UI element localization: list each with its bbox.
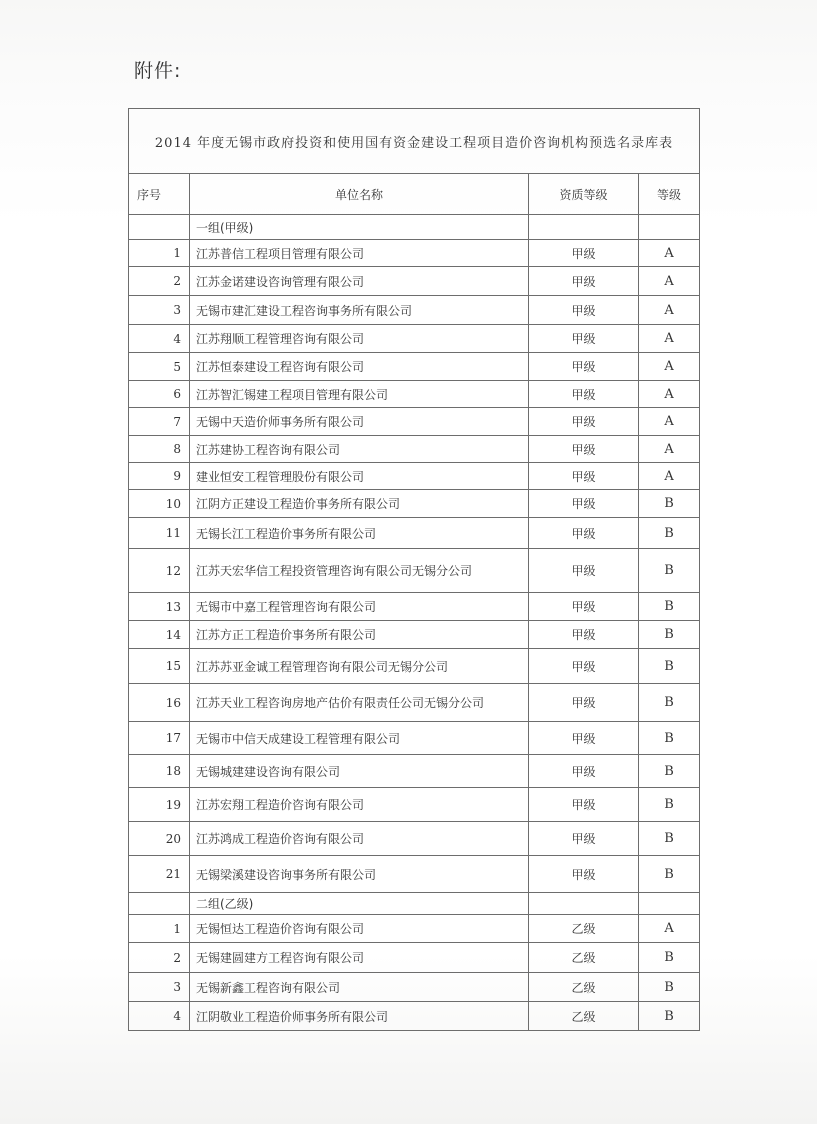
qualification-level: 乙级 [529,1002,639,1031]
company-name: 江苏金诺建设咨询管理有限公司 [190,267,529,296]
grade-level: A [639,267,700,296]
company-name: 无锡城建建设咨询有限公司 [190,755,529,788]
company-name: 江苏建协工程咨询有限公司 [190,436,529,463]
qualification-level: 乙级 [529,973,639,1002]
table-row [129,267,700,296]
table-row [129,436,700,463]
table-row [129,856,700,893]
row-number: 11 [129,518,190,549]
grade-level: A [639,408,700,436]
group-no-cell [129,215,190,240]
grade-level: B [639,549,700,593]
grade-level: A [639,240,700,267]
grade-level: B [639,593,700,621]
grade-level: B [639,518,700,549]
table-row [129,549,700,593]
row-number: 18 [129,755,190,788]
group-label: 二组(乙级) [190,893,529,915]
table-row [129,593,700,621]
company-name: 无锡市中嘉工程管理咨询有限公司 [190,593,529,621]
table-row [129,943,700,973]
table-row [129,240,700,267]
table-row [129,353,700,381]
company-name: 江苏普信工程项目管理有限公司 [190,240,529,267]
grade-level: A [639,436,700,463]
grade-level: B [639,649,700,684]
row-number: 2 [129,267,190,296]
table-row [129,296,700,325]
table-row [129,621,700,649]
row-number: 6 [129,381,190,408]
company-name: 江苏天业工程咨询房地产估价有限责任公司无锡分公司 [190,684,529,722]
grade-level: A [639,381,700,408]
table-row [129,973,700,1002]
company-name: 无锡梁溪建设咨询事务所有限公司 [190,856,529,893]
qualification-level: 甲级 [529,649,639,684]
header-grade: 等级 [639,174,700,215]
row-number: 10 [129,490,190,518]
row-number: 2 [129,943,190,973]
company-name: 江苏恒泰建设工程咨询有限公司 [190,353,529,381]
qualification-level: 甲级 [529,353,639,381]
company-name: 江苏宏翔工程造价咨询有限公司 [190,788,529,822]
table-row [129,490,700,518]
grade-level: B [639,943,700,973]
table-row [129,408,700,436]
grade-level: B [639,822,700,856]
table-row [129,325,700,353]
table-row [129,463,700,490]
grade-level: A [639,353,700,381]
qualification-level: 甲级 [529,788,639,822]
qualification-level: 甲级 [529,822,639,856]
row-number: 12 [129,549,190,593]
company-name: 无锡恒达工程造价咨询有限公司 [190,915,529,943]
qualification-level: 乙级 [529,915,639,943]
company-name: 江阴敬业工程造价师事务所有限公司 [190,1002,529,1031]
row-number: 1 [129,240,190,267]
table-row [129,915,700,943]
grade-level: B [639,788,700,822]
row-number: 14 [129,621,190,649]
group-grade-cell [639,893,700,915]
group-row-2 [129,893,700,915]
company-name: 江苏苏亚金诚工程管理咨询有限公司无锡分公司 [190,649,529,684]
company-name: 建业恒安工程管理股份有限公司 [190,463,529,490]
table-row [129,1002,700,1031]
company-name: 江苏方正工程造价事务所有限公司 [190,621,529,649]
table-row [129,381,700,408]
grade-level: A [639,915,700,943]
group-qual-cell [529,215,639,240]
grade-level: B [639,856,700,893]
qualification-level: 甲级 [529,621,639,649]
qualification-level: 甲级 [529,408,639,436]
row-number: 7 [129,408,190,436]
company-name: 无锡长江工程造价事务所有限公司 [190,518,529,549]
row-number: 20 [129,822,190,856]
row-number: 15 [129,649,190,684]
group-row-1 [129,215,700,240]
grade-level: B [639,722,700,755]
row-number: 16 [129,684,190,722]
qualification-level: 甲级 [529,684,639,722]
company-name: 江苏智汇锡建工程项目管理有限公司 [190,381,529,408]
company-name: 江苏翔顺工程管理咨询有限公司 [190,325,529,353]
group-label: 一组(甲级) [190,215,529,240]
header-qualification: 资质等级 [529,174,639,215]
grade-level: B [639,755,700,788]
grade-level: B [639,490,700,518]
table-row [129,822,700,856]
roster-table [128,108,700,1031]
table-header-row [129,174,700,215]
qualification-level: 甲级 [529,856,639,893]
header-no: 序号 [129,174,190,215]
company-name: 江苏鸿成工程造价咨询有限公司 [190,822,529,856]
table-row [129,649,700,684]
company-name: 江苏天宏华信工程投资管理咨询有限公司无锡分公司 [190,549,529,593]
grade-level: B [639,621,700,649]
qualification-level: 乙级 [529,943,639,973]
qualification-level: 甲级 [529,267,639,296]
qualification-level: 甲级 [529,593,639,621]
attachment-label: 附件: [134,60,182,82]
company-name: 无锡新鑫工程咨询有限公司 [190,973,529,1002]
table-row [129,722,700,755]
qualification-level: 甲级 [529,518,639,549]
grade-level: B [639,684,700,722]
qualification-level: 甲级 [529,240,639,267]
company-name: 江阴方正建设工程造价事务所有限公司 [190,490,529,518]
qualification-level: 甲级 [529,381,639,408]
grade-level: A [639,296,700,325]
row-number: 19 [129,788,190,822]
qualification-level: 甲级 [529,755,639,788]
table-title-row [129,109,700,174]
qualification-level: 甲级 [529,325,639,353]
qualification-level: 甲级 [529,436,639,463]
qualification-level: 甲级 [529,549,639,593]
row-number: 17 [129,722,190,755]
row-number: 4 [129,325,190,353]
company-name: 无锡中天造价师事务所有限公司 [190,408,529,436]
group-no-cell [129,893,190,915]
header-name: 单位名称 [190,174,529,215]
grade-level: B [639,1002,700,1031]
table-row [129,684,700,722]
group-grade-cell [639,215,700,240]
qualification-level: 甲级 [529,463,639,490]
row-number: 4 [129,1002,190,1031]
company-name: 无锡建圆建方工程咨询有限公司 [190,943,529,973]
qualification-level: 甲级 [529,490,639,518]
row-number: 21 [129,856,190,893]
row-number: 9 [129,463,190,490]
row-number: 5 [129,353,190,381]
row-number: 8 [129,436,190,463]
grade-level: B [639,973,700,1002]
row-number: 1 [129,915,190,943]
company-name: 无锡市中信天成建设工程管理有限公司 [190,722,529,755]
row-number: 3 [129,973,190,1002]
table-row [129,518,700,549]
company-name: 无锡市建汇建设工程咨询事务所有限公司 [190,296,529,325]
table-title: 2014 年度无锡市政府投资和使用国有资金建设工程项目造价咨询机构预选名录库表 [129,109,700,174]
group-qual-cell [529,893,639,915]
row-number: 13 [129,593,190,621]
table-row [129,788,700,822]
qualification-level: 甲级 [529,722,639,755]
row-number: 3 [129,296,190,325]
grade-level: A [639,325,700,353]
grade-level: A [639,463,700,490]
qualification-level: 甲级 [529,296,639,325]
table-row [129,755,700,788]
